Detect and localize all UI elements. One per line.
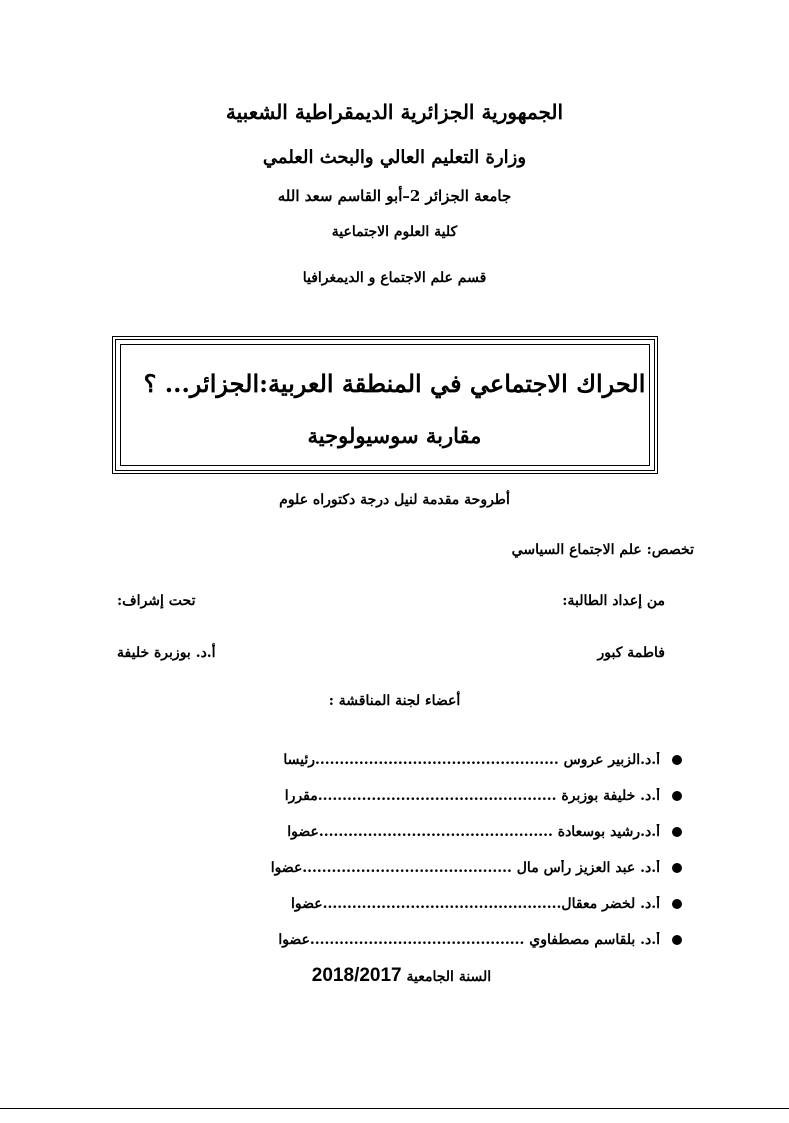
committee-member-text: أ.د.الزبير عروس ..................................................رئيسا: [283, 752, 660, 768]
academic-year-value: 2018/2017: [311, 965, 402, 986]
prepared-by-label: من إعداد الطالبة:: [562, 593, 665, 609]
bullet-icon: [672, 791, 682, 801]
degree-statement: أطروحة مقدمة لنيل درجة دكتوراه علوم: [279, 492, 510, 508]
title-frame: [112, 336, 658, 474]
ministry-heading: وزارة التعليم العالي والبحث العلمي: [262, 147, 527, 168]
supervision-label: تحت إشراف:: [117, 593, 196, 609]
thesis-title: الحراك الاجتماعي في المنطقة العربية:الجزائر... ؟: [143, 369, 646, 398]
committee-member-text: أ.د.رشيد بوسعادة ................................................عضوا: [287, 824, 660, 840]
republic-heading: الجمهورية الجزائرية الديمقراطية الشعبية: [225, 100, 564, 124]
committee-member-text: أ.د. خليفة بوزبرة .................................................مقررا: [284, 788, 660, 804]
bullet-icon: [672, 899, 682, 909]
bullet-icon: [672, 827, 682, 837]
committee-member: [140, 747, 682, 773]
committee-member-text: أ.د. عبد العزيز رأس مال ...........................................عضوا: [270, 860, 660, 876]
academic-year-label: السنة الجامعية: [406, 969, 492, 985]
thesis-subtitle: مقاربة سوسيولوجية: [307, 423, 482, 448]
student-name: فاطمة كبور: [597, 645, 665, 661]
faculty-heading: كلية العلوم الاجتماعية: [331, 224, 458, 240]
committee-member-text: أ.د. بلقاسم مصطفاوي ............................................عضوا: [278, 932, 660, 948]
academic-year: [0, 965, 789, 987]
committee-heading: أعضاء لجنة المناقشة :: [328, 693, 461, 709]
page-bottom-rule: [0, 1108, 789, 1109]
committee-member-text: أ.د. لخضر معقال.................................................عضوا: [290, 896, 660, 912]
committee-member: [140, 927, 682, 953]
bullet-icon: [672, 755, 682, 765]
university-heading: جامعة الجزائر 2–أبو القاسم سعد الله: [277, 187, 512, 205]
bullet-icon: [672, 935, 682, 945]
department-heading: قسم علم الاجتماع و الديمغرافيا: [302, 270, 487, 286]
supervisor-name: أ.د. بوزبرة خليفة: [117, 645, 216, 661]
bullet-icon: [672, 863, 682, 873]
specialization: تخصص: علم الاجتماع السياسي: [511, 542, 694, 558]
committee-member: [140, 819, 682, 845]
committee-member: [140, 783, 682, 809]
committee-member: [140, 891, 682, 917]
committee-member: [140, 855, 682, 881]
